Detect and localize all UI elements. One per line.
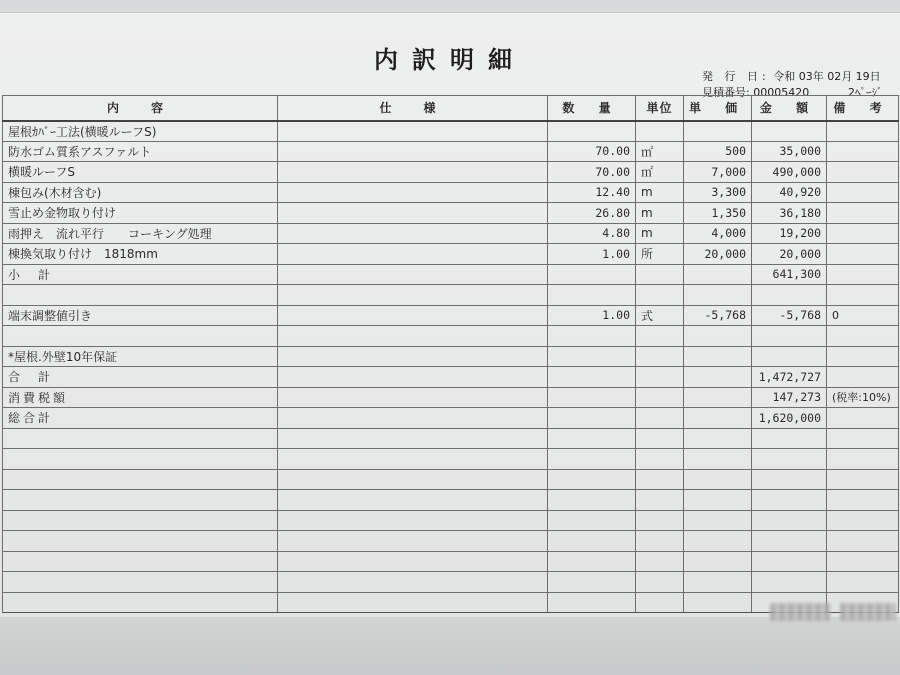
item-unit-price: 1,350	[684, 203, 752, 224]
item-unit-price	[684, 449, 752, 470]
item-unit: m	[636, 223, 684, 244]
item-content: 端末調整値引き	[3, 305, 278, 326]
item-unit	[636, 510, 684, 531]
item-amount	[752, 326, 827, 347]
item-unit-price: -5,768	[684, 305, 752, 326]
item-content	[3, 510, 278, 531]
item-spec	[278, 121, 548, 142]
table-row	[3, 551, 899, 572]
item-remarks	[827, 203, 899, 224]
item-unit: ㎡	[636, 141, 684, 162]
item-spec	[278, 305, 548, 326]
item-unit-price	[684, 285, 752, 306]
item-quantity	[548, 408, 636, 429]
table-row	[3, 449, 899, 470]
item-spec	[278, 428, 548, 449]
item-unit-price	[684, 326, 752, 347]
table-row	[3, 264, 899, 285]
item-quantity	[548, 531, 636, 552]
item-amount	[752, 346, 827, 367]
table-row	[3, 326, 899, 347]
item-spec	[278, 387, 548, 408]
item-quantity	[548, 428, 636, 449]
item-quantity	[548, 121, 636, 142]
item-remarks	[827, 428, 899, 449]
table-header-row	[3, 96, 899, 121]
item-unit-price	[684, 592, 752, 613]
table-row	[3, 285, 899, 306]
item-unit: 式	[636, 305, 684, 326]
item-unit-price	[684, 469, 752, 490]
item-spec	[278, 346, 548, 367]
item-spec	[278, 510, 548, 531]
table-row	[3, 592, 899, 613]
item-remarks	[827, 551, 899, 572]
item-spec	[278, 285, 548, 306]
item-unit-price	[684, 346, 752, 367]
item-content	[3, 490, 278, 511]
item-amount: 641,300	[752, 264, 827, 285]
item-unit: ㎡	[636, 162, 684, 183]
item-unit	[636, 387, 684, 408]
item-quantity	[548, 449, 636, 470]
col-header-unit: 単位	[636, 96, 684, 121]
issue-date-line	[702, 68, 881, 84]
item-content: 小計	[3, 264, 278, 285]
item-unit-price	[684, 510, 752, 531]
item-spec	[278, 572, 548, 593]
item-remarks	[827, 449, 899, 470]
line-items-table	[2, 95, 899, 613]
item-amount	[752, 285, 827, 306]
item-amount	[752, 572, 827, 593]
item-unit-price: 4,000	[684, 223, 752, 244]
item-content: 棟換気取り付け 1818mm	[3, 244, 278, 265]
item-quantity	[548, 346, 636, 367]
item-amount: 490,000	[752, 162, 827, 183]
item-remarks	[827, 510, 899, 531]
item-unit: 所	[636, 244, 684, 265]
redacted-stamp-2	[840, 603, 896, 621]
table-row	[3, 367, 899, 388]
item-unit-price	[684, 490, 752, 511]
item-quantity: 4.80	[548, 223, 636, 244]
item-remarks	[827, 346, 899, 367]
col-header-quantity: 数 量	[548, 96, 636, 121]
table-row	[3, 162, 899, 183]
item-unit	[636, 572, 684, 593]
item-unit-price: 7,000	[684, 162, 752, 183]
item-remarks	[827, 121, 899, 142]
item-quantity	[548, 285, 636, 306]
item-unit	[636, 367, 684, 388]
table-row	[3, 490, 899, 511]
item-spec	[278, 244, 548, 265]
item-content	[3, 551, 278, 572]
item-content: 横暖ルーフS	[3, 162, 278, 183]
item-quantity: 12.40	[548, 182, 636, 203]
item-unit	[636, 490, 684, 511]
item-unit	[636, 346, 684, 367]
item-remarks	[827, 531, 899, 552]
item-quantity	[548, 469, 636, 490]
item-content: 防水ゴム質系アスファルト	[3, 141, 278, 162]
item-content	[3, 469, 278, 490]
item-amount: 35,000	[752, 141, 827, 162]
item-unit-price	[684, 121, 752, 142]
item-spec	[278, 203, 548, 224]
col-header-amount: 金 額	[752, 96, 827, 121]
item-unit	[636, 469, 684, 490]
item-amount: -5,768	[752, 305, 827, 326]
item-amount	[752, 490, 827, 511]
table-row	[3, 244, 899, 265]
item-quantity: 70.00	[548, 141, 636, 162]
item-remarks	[827, 490, 899, 511]
col-header-spec: 仕 様	[278, 96, 548, 121]
item-remarks: 0	[827, 305, 899, 326]
item-quantity: 26.80	[548, 203, 636, 224]
item-amount: 40,920	[752, 182, 827, 203]
col-header-unit-price: 単 価	[684, 96, 752, 121]
item-content: 消費税額	[3, 387, 278, 408]
item-unit	[636, 449, 684, 470]
item-content: 総合計	[3, 408, 278, 429]
item-amount: 1,620,000	[752, 408, 827, 429]
item-remarks: (税率:10%)	[827, 387, 899, 408]
item-amount	[752, 531, 827, 552]
item-content: 棟包み(木材含む)	[3, 182, 278, 203]
item-content	[3, 449, 278, 470]
item-quantity: 70.00	[548, 162, 636, 183]
item-unit-price: 3,300	[684, 182, 752, 203]
item-content: *屋根.外壁10年保証	[3, 346, 278, 367]
desk-surface	[0, 617, 900, 675]
item-remarks	[827, 367, 899, 388]
item-content	[3, 592, 278, 613]
item-quantity	[548, 264, 636, 285]
item-amount: 20,000	[752, 244, 827, 265]
item-content	[3, 285, 278, 306]
issue-date-label: 発 行 日:	[702, 70, 770, 83]
redacted-stamp	[770, 603, 830, 621]
estimate-number-label: 見積番号:	[702, 86, 750, 99]
item-unit-price	[684, 387, 752, 408]
item-spec	[278, 408, 548, 429]
item-unit	[636, 408, 684, 429]
table-row	[3, 469, 899, 490]
item-content: 雪止め金物取り付け	[3, 203, 278, 224]
item-content	[3, 531, 278, 552]
table-row	[3, 428, 899, 449]
table-row	[3, 572, 899, 593]
item-content	[3, 326, 278, 347]
item-amount: 1,472,727	[752, 367, 827, 388]
table-row	[3, 346, 899, 367]
item-remarks	[827, 572, 899, 593]
item-remarks	[827, 223, 899, 244]
item-quantity: 1.00	[548, 305, 636, 326]
item-quantity	[548, 572, 636, 593]
item-quantity	[548, 592, 636, 613]
item-unit: m	[636, 182, 684, 203]
item-unit	[636, 121, 684, 142]
item-spec	[278, 264, 548, 285]
item-remarks	[827, 469, 899, 490]
item-quantity	[548, 510, 636, 531]
item-spec	[278, 551, 548, 572]
item-spec	[278, 223, 548, 244]
item-unit-price	[684, 572, 752, 593]
item-unit-price	[684, 367, 752, 388]
item-remarks	[827, 141, 899, 162]
item-spec	[278, 326, 548, 347]
item-content	[3, 572, 278, 593]
table-row	[3, 182, 899, 203]
item-unit-price	[684, 408, 752, 429]
item-spec	[278, 141, 548, 162]
document-title: 内訳明細	[374, 46, 526, 74]
item-unit: m	[636, 203, 684, 224]
item-spec	[278, 449, 548, 470]
item-amount: 147,273	[752, 387, 827, 408]
table-row	[3, 305, 899, 326]
item-amount	[752, 428, 827, 449]
item-spec	[278, 182, 548, 203]
item-unit	[636, 285, 684, 306]
table-row	[3, 531, 899, 552]
table-row	[3, 223, 899, 244]
item-unit-price	[684, 531, 752, 552]
item-amount	[752, 469, 827, 490]
item-remarks	[827, 162, 899, 183]
item-content: 屋根ｶﾊﾞｰ工法(横暖ルーフS)	[3, 121, 278, 142]
item-unit-price: 20,000	[684, 244, 752, 265]
item-unit-price	[684, 551, 752, 572]
item-spec	[278, 490, 548, 511]
item-content: 合計	[3, 367, 278, 388]
item-remarks	[827, 244, 899, 265]
table-row	[3, 387, 899, 408]
item-remarks	[827, 408, 899, 429]
item-remarks	[827, 326, 899, 347]
item-quantity: 1.00	[548, 244, 636, 265]
item-amount	[752, 510, 827, 531]
item-spec	[278, 592, 548, 613]
issue-date-value: 令和 03年 02月 19日	[773, 70, 881, 83]
item-quantity	[548, 326, 636, 347]
table-row	[3, 121, 899, 142]
item-quantity	[548, 387, 636, 408]
item-spec	[278, 531, 548, 552]
item-content: 雨押え 流れ平行 コーキング処理	[3, 223, 278, 244]
item-remarks	[827, 264, 899, 285]
item-quantity	[548, 367, 636, 388]
estimate-number-value: 00005420	[753, 86, 810, 99]
item-content	[3, 428, 278, 449]
col-header-content: 内 容	[3, 96, 278, 121]
item-spec	[278, 367, 548, 388]
item-unit-price	[684, 264, 752, 285]
item-remarks	[827, 285, 899, 306]
item-unit	[636, 551, 684, 572]
col-header-remarks: 備 考	[827, 96, 899, 121]
item-unit-price: 500	[684, 141, 752, 162]
item-unit-price	[684, 428, 752, 449]
item-spec	[278, 469, 548, 490]
item-unit	[636, 326, 684, 347]
item-unit	[636, 264, 684, 285]
item-amount: 19,200	[752, 223, 827, 244]
item-spec	[278, 162, 548, 183]
page-number: 2ﾍﾟｰｼﾞ	[848, 86, 883, 99]
table-row	[3, 203, 899, 224]
item-amount	[752, 121, 827, 142]
table-row	[3, 408, 899, 429]
item-unit	[636, 531, 684, 552]
item-amount	[752, 449, 827, 470]
item-amount: 36,180	[752, 203, 827, 224]
item-quantity	[548, 490, 636, 511]
table-row	[3, 141, 899, 162]
item-unit	[636, 592, 684, 613]
item-remarks	[827, 182, 899, 203]
item-unit	[636, 428, 684, 449]
item-quantity	[548, 551, 636, 572]
item-amount	[752, 551, 827, 572]
table-row	[3, 510, 899, 531]
